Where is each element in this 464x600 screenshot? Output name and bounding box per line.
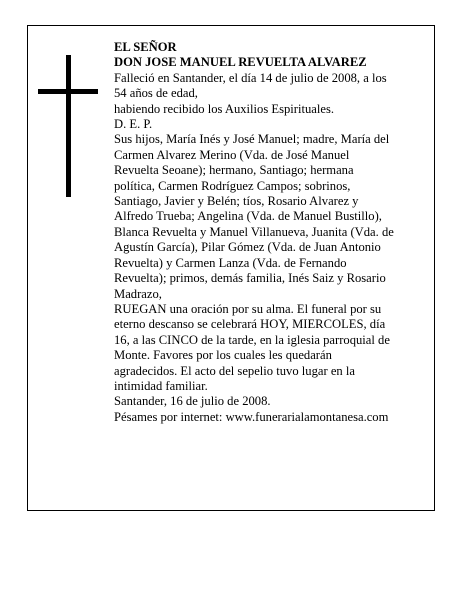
notice-text [114, 40, 430, 425]
notice-line: 54 años de edad, [114, 86, 198, 101]
obituary-notice [27, 25, 435, 511]
notice-line: política, Carmen Rodríguez Campos; sobrinos, [114, 178, 351, 193]
notice-line: Monte. Favores por los cuales les quedarán [114, 348, 332, 363]
notice-line: Blanca Revuelta y Manuel Villanueva, Juanita (Vda. de [114, 224, 394, 239]
notice-line: Carmen Alvarez Merino (Vda. de José Manuel [114, 147, 350, 162]
notice-line: Santander, 16 de julio de 2008. [114, 394, 271, 409]
cross-icon [38, 55, 98, 197]
cross-vertical-bar [66, 55, 71, 197]
notice-line: Agustín García), Pilar Gómez (Vda. de Juan Antonio [114, 240, 381, 255]
notice-line: Falleció en Santander, el día 14 de julio de 2008, a los [114, 70, 387, 85]
notice-line: RUEGAN una oración por su alma. El funeral por su [114, 301, 382, 316]
notice-line: Pésames por internet: www.funerarialamontanesa.com [114, 409, 389, 424]
cross-horizontal-bar [38, 89, 98, 94]
deceased-name: DON JOSE MANUEL REVUELTA ALVAREZ [114, 55, 367, 70]
notice-line: Revuelta); primos, demás familia, Inés Saiz y Rosario [114, 271, 386, 286]
notice-line: eterno descanso se celebrará HOY, MIERCOLES, día [114, 317, 386, 332]
notice-line: Alfredo Trueba; Angelina (Vda. de Manuel Bustillo), [114, 209, 382, 224]
notice-line: agradecidos. El acto del sepelio tuvo lugar en la [114, 363, 355, 378]
notice-heading: EL SEÑOR [114, 40, 177, 54]
notice-line: 16, a las CINCO de la tarde, en la iglesia parroquial de [114, 332, 390, 347]
notice-line: intimidad familiar. [114, 378, 208, 393]
notice-line: Madrazo, [114, 286, 162, 301]
notice-line: Sus hijos, María Inés y José Manuel; madre, María del [114, 132, 390, 147]
notice-line: habiendo recibido los Auxilios Espirituales. [114, 101, 335, 116]
notice-line: D. E. P. [114, 117, 153, 132]
notice-line: Revuelta) y Carmen Lanza (Vda. de Fernando [114, 255, 347, 270]
notice-line: Santiago, Javier y Belén; tíos, Rosario Alvarez y [114, 194, 359, 209]
notice-line: Revuelta Seoane); hermano, Santiago; hermana [114, 163, 354, 178]
